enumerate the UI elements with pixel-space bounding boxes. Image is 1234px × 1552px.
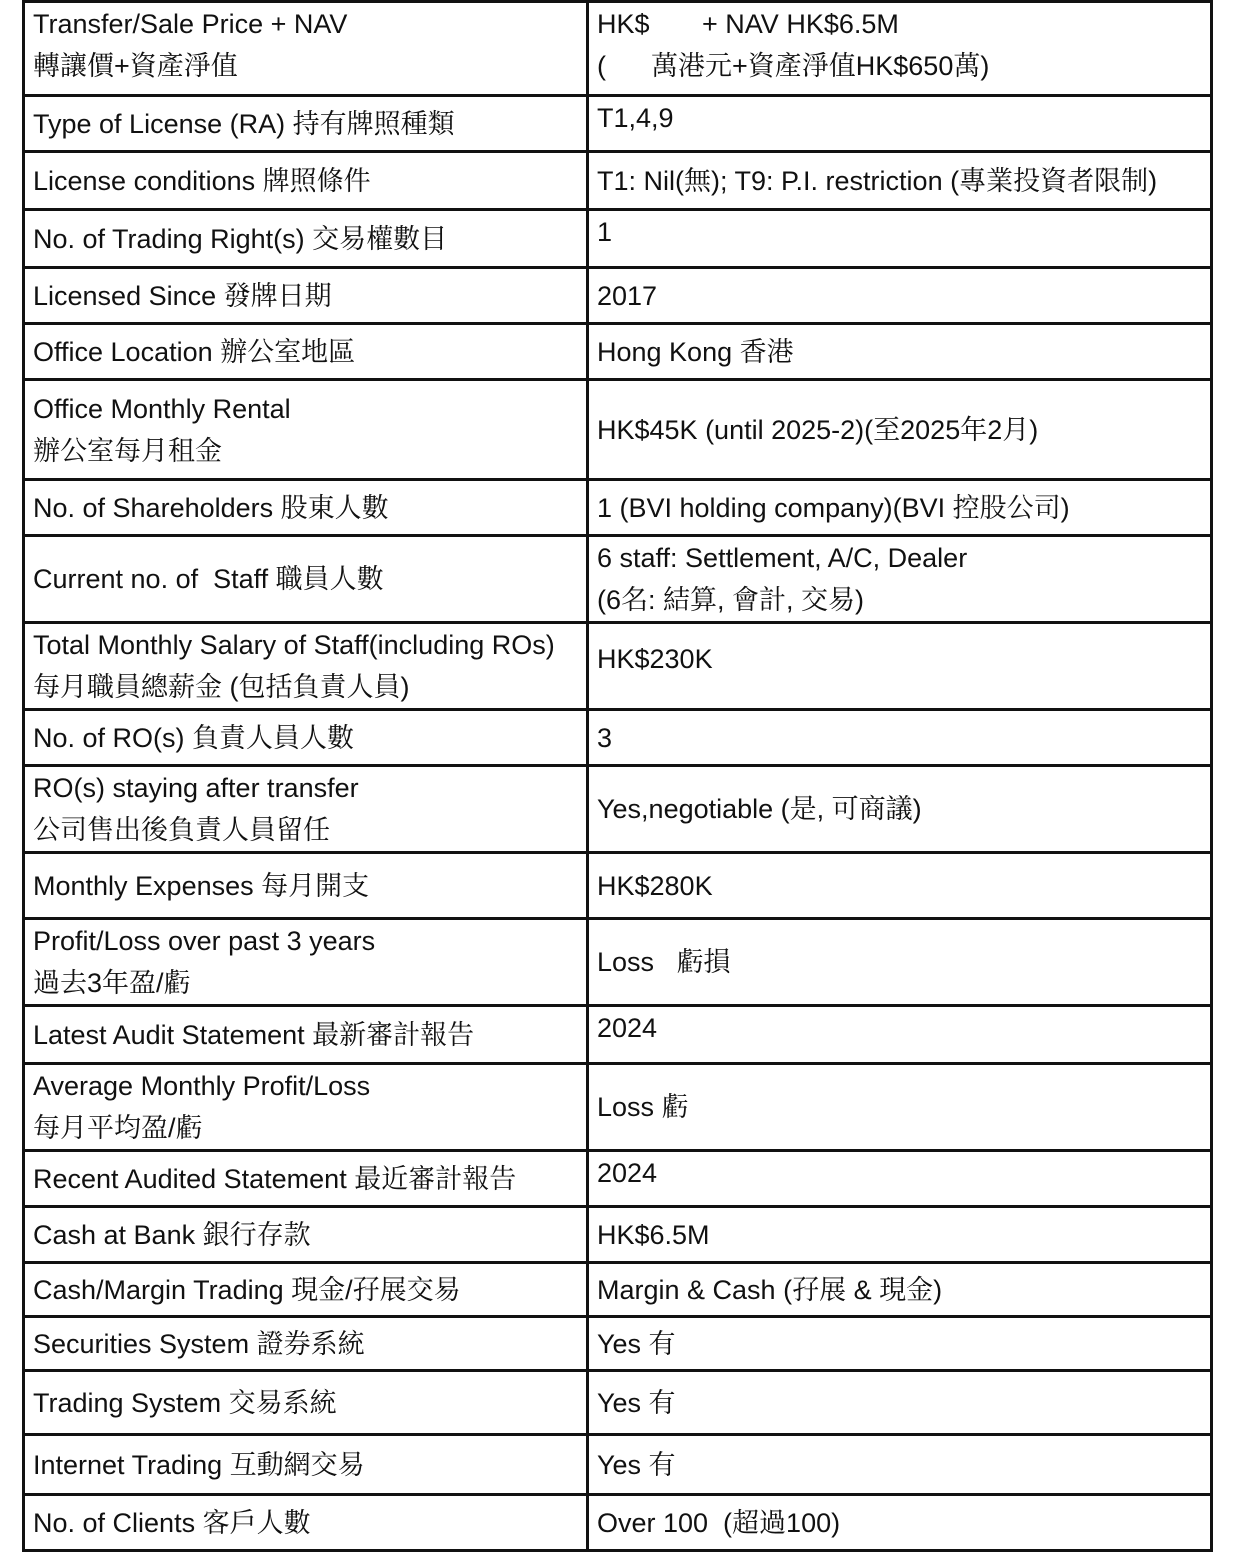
row-label (24, 919, 588, 1006)
table-row (24, 324, 1212, 380)
value-line: 1 (597, 217, 613, 247)
row-label (24, 710, 588, 766)
row-label (24, 268, 588, 324)
row-label (24, 380, 588, 480)
label-line: Transfer/Sale Price + NAV (33, 9, 348, 39)
row-value (588, 1263, 1212, 1317)
row-label (24, 1317, 588, 1371)
row-value (588, 1317, 1212, 1371)
row-value (588, 2, 1212, 96)
row-label (24, 1006, 588, 1064)
table-row (24, 152, 1212, 210)
row-value (588, 1435, 1212, 1495)
table-row (24, 766, 1212, 853)
label-line: No. of Clients 客戶人數 (33, 1507, 311, 1538)
table-row (24, 96, 1212, 152)
value-line: T1,4,9 (597, 103, 674, 133)
label-line: Average Monthly Profit/Loss (33, 1071, 371, 1101)
value-line: Margin & Cash (孖展 & 現金) (597, 1274, 943, 1305)
value-line: Hong Kong 香港 (597, 336, 794, 367)
table-row (24, 1006, 1212, 1064)
label-line: Trading System 交易系統 (33, 1387, 337, 1418)
row-value (588, 1371, 1212, 1435)
company-info-table (22, 0, 1213, 1552)
value-line: (6名: 結算, 會計, 交易) (597, 585, 865, 615)
value-line: Yes 有 (597, 1449, 676, 1480)
label-line: Office Location 辦公室地區 (33, 336, 356, 367)
table-row (24, 380, 1212, 480)
table-row (24, 2, 1212, 96)
value-line: Loss 虧 (597, 1092, 689, 1122)
row-label (24, 766, 588, 853)
row-label (24, 853, 588, 919)
row-value (588, 324, 1212, 380)
row-value (588, 766, 1212, 853)
row-label (24, 1151, 588, 1207)
table-row (24, 853, 1212, 919)
value-line: ( 萬港元+資產淨值HK$650萬) (597, 51, 990, 81)
row-value (588, 1151, 1212, 1207)
row-value (588, 480, 1212, 536)
label-line: 每月平均盈/虧 (33, 1113, 203, 1143)
value-line: HK$6.5M (597, 1219, 710, 1250)
label-line: Internet Trading 互動網交易 (33, 1449, 365, 1480)
label-line: 轉讓價+資產淨值 (33, 51, 238, 81)
value-line: 1 (BVI holding company)(BVI 控股公司) (597, 492, 1070, 523)
row-label (24, 1207, 588, 1263)
row-label (24, 1435, 588, 1495)
value-line: Yes 有 (597, 1328, 676, 1359)
row-label (24, 623, 588, 710)
row-value (588, 96, 1212, 152)
table-row (24, 210, 1212, 268)
value-line: HK$230K (597, 644, 713, 674)
row-value (588, 152, 1212, 210)
row-label (24, 210, 588, 268)
label-line: Licensed Since 發牌日期 (33, 280, 332, 311)
label-line: Latest Audit Statement 最新審計報告 (33, 1019, 475, 1050)
value-line: T1: Nil(無); T9: P.I. restriction (專業投資者限制) (597, 165, 1158, 196)
row-value (588, 536, 1212, 623)
label-line: Monthly Expenses 每月開支 (33, 870, 370, 901)
table-row (24, 480, 1212, 536)
table-row (24, 1207, 1212, 1263)
label-line: 每月職員總薪金 (包括負責人員) (33, 672, 410, 702)
value-line: HK$45K (until 2025-2)(至2025年2月) (597, 414, 1039, 445)
label-line: Cash/Margin Trading 現金/孖展交易 (33, 1274, 461, 1305)
row-value (588, 1006, 1212, 1064)
label-line: Recent Audited Statement 最近審計報告 (33, 1163, 517, 1194)
row-value (588, 268, 1212, 324)
value-line: Yes 有 (597, 1387, 676, 1418)
label-line: License conditions 牌照條件 (33, 165, 371, 196)
value-line: 2017 (597, 280, 658, 311)
row-label (24, 1495, 588, 1551)
value-line: 3 (597, 722, 613, 753)
label-line: 過去3年盈/虧 (33, 968, 191, 998)
row-label (24, 2, 588, 96)
table-row (24, 710, 1212, 766)
label-line: No. of RO(s) 負責人員人數 (33, 722, 355, 753)
row-value (588, 623, 1212, 710)
row-label (24, 96, 588, 152)
label-line: No. of Trading Right(s) 交易權數目 (33, 223, 448, 254)
value-line: HK$ + NAV HK$6.5M (597, 9, 899, 39)
table-row (24, 1317, 1212, 1371)
info-table-container (22, 0, 1210, 1552)
label-line: Current no. of Staff 職員人數 (33, 564, 384, 594)
value-line: Over 100 (超過100) (597, 1507, 841, 1538)
row-value (588, 853, 1212, 919)
table-row (24, 536, 1212, 623)
row-label (24, 152, 588, 210)
table-row (24, 1495, 1212, 1551)
value-line: 6 staff: Settlement, A/C, Dealer (597, 543, 968, 573)
label-line: 公司售出後負責人員留任 (33, 815, 330, 845)
table-row (24, 623, 1212, 710)
row-label (24, 536, 588, 623)
value-line: HK$280K (597, 870, 713, 901)
label-line: 辦公室每月租金 (33, 435, 222, 466)
value-line: 2024 (597, 1013, 658, 1043)
row-label (24, 1371, 588, 1435)
value-line: Yes,negotiable (是, 可商議) (597, 794, 922, 824)
value-line: Loss 虧損 (597, 947, 731, 977)
label-line: Cash at Bank 銀行存款 (33, 1219, 311, 1250)
label-line: Total Monthly Salary of Staff(including ROs) (33, 630, 555, 660)
table-row (24, 1435, 1212, 1495)
row-value (588, 210, 1212, 268)
row-label (24, 324, 588, 380)
row-label (24, 1064, 588, 1151)
table-row (24, 1064, 1212, 1151)
row-value (588, 380, 1212, 480)
label-line: No. of Shareholders 股東人數 (33, 492, 389, 523)
table-row (24, 1371, 1212, 1435)
label-line: Profit/Loss over past 3 years (33, 926, 376, 956)
row-value (588, 1207, 1212, 1263)
row-value (588, 1064, 1212, 1151)
table-row (24, 919, 1212, 1006)
value-line: 2024 (597, 1158, 658, 1188)
table-row (24, 268, 1212, 324)
label-line: Office Monthly Rental (33, 393, 291, 424)
row-label (24, 480, 588, 536)
label-line: Securities System 證券系統 (33, 1328, 365, 1359)
row-value (588, 1495, 1212, 1551)
row-value (588, 710, 1212, 766)
row-value (588, 919, 1212, 1006)
table-row (24, 1263, 1212, 1317)
row-label (24, 1263, 588, 1317)
label-line: Type of License (RA) 持有牌照種類 (33, 108, 455, 139)
label-line: RO(s) staying after transfer (33, 773, 359, 803)
table-row (24, 1151, 1212, 1207)
